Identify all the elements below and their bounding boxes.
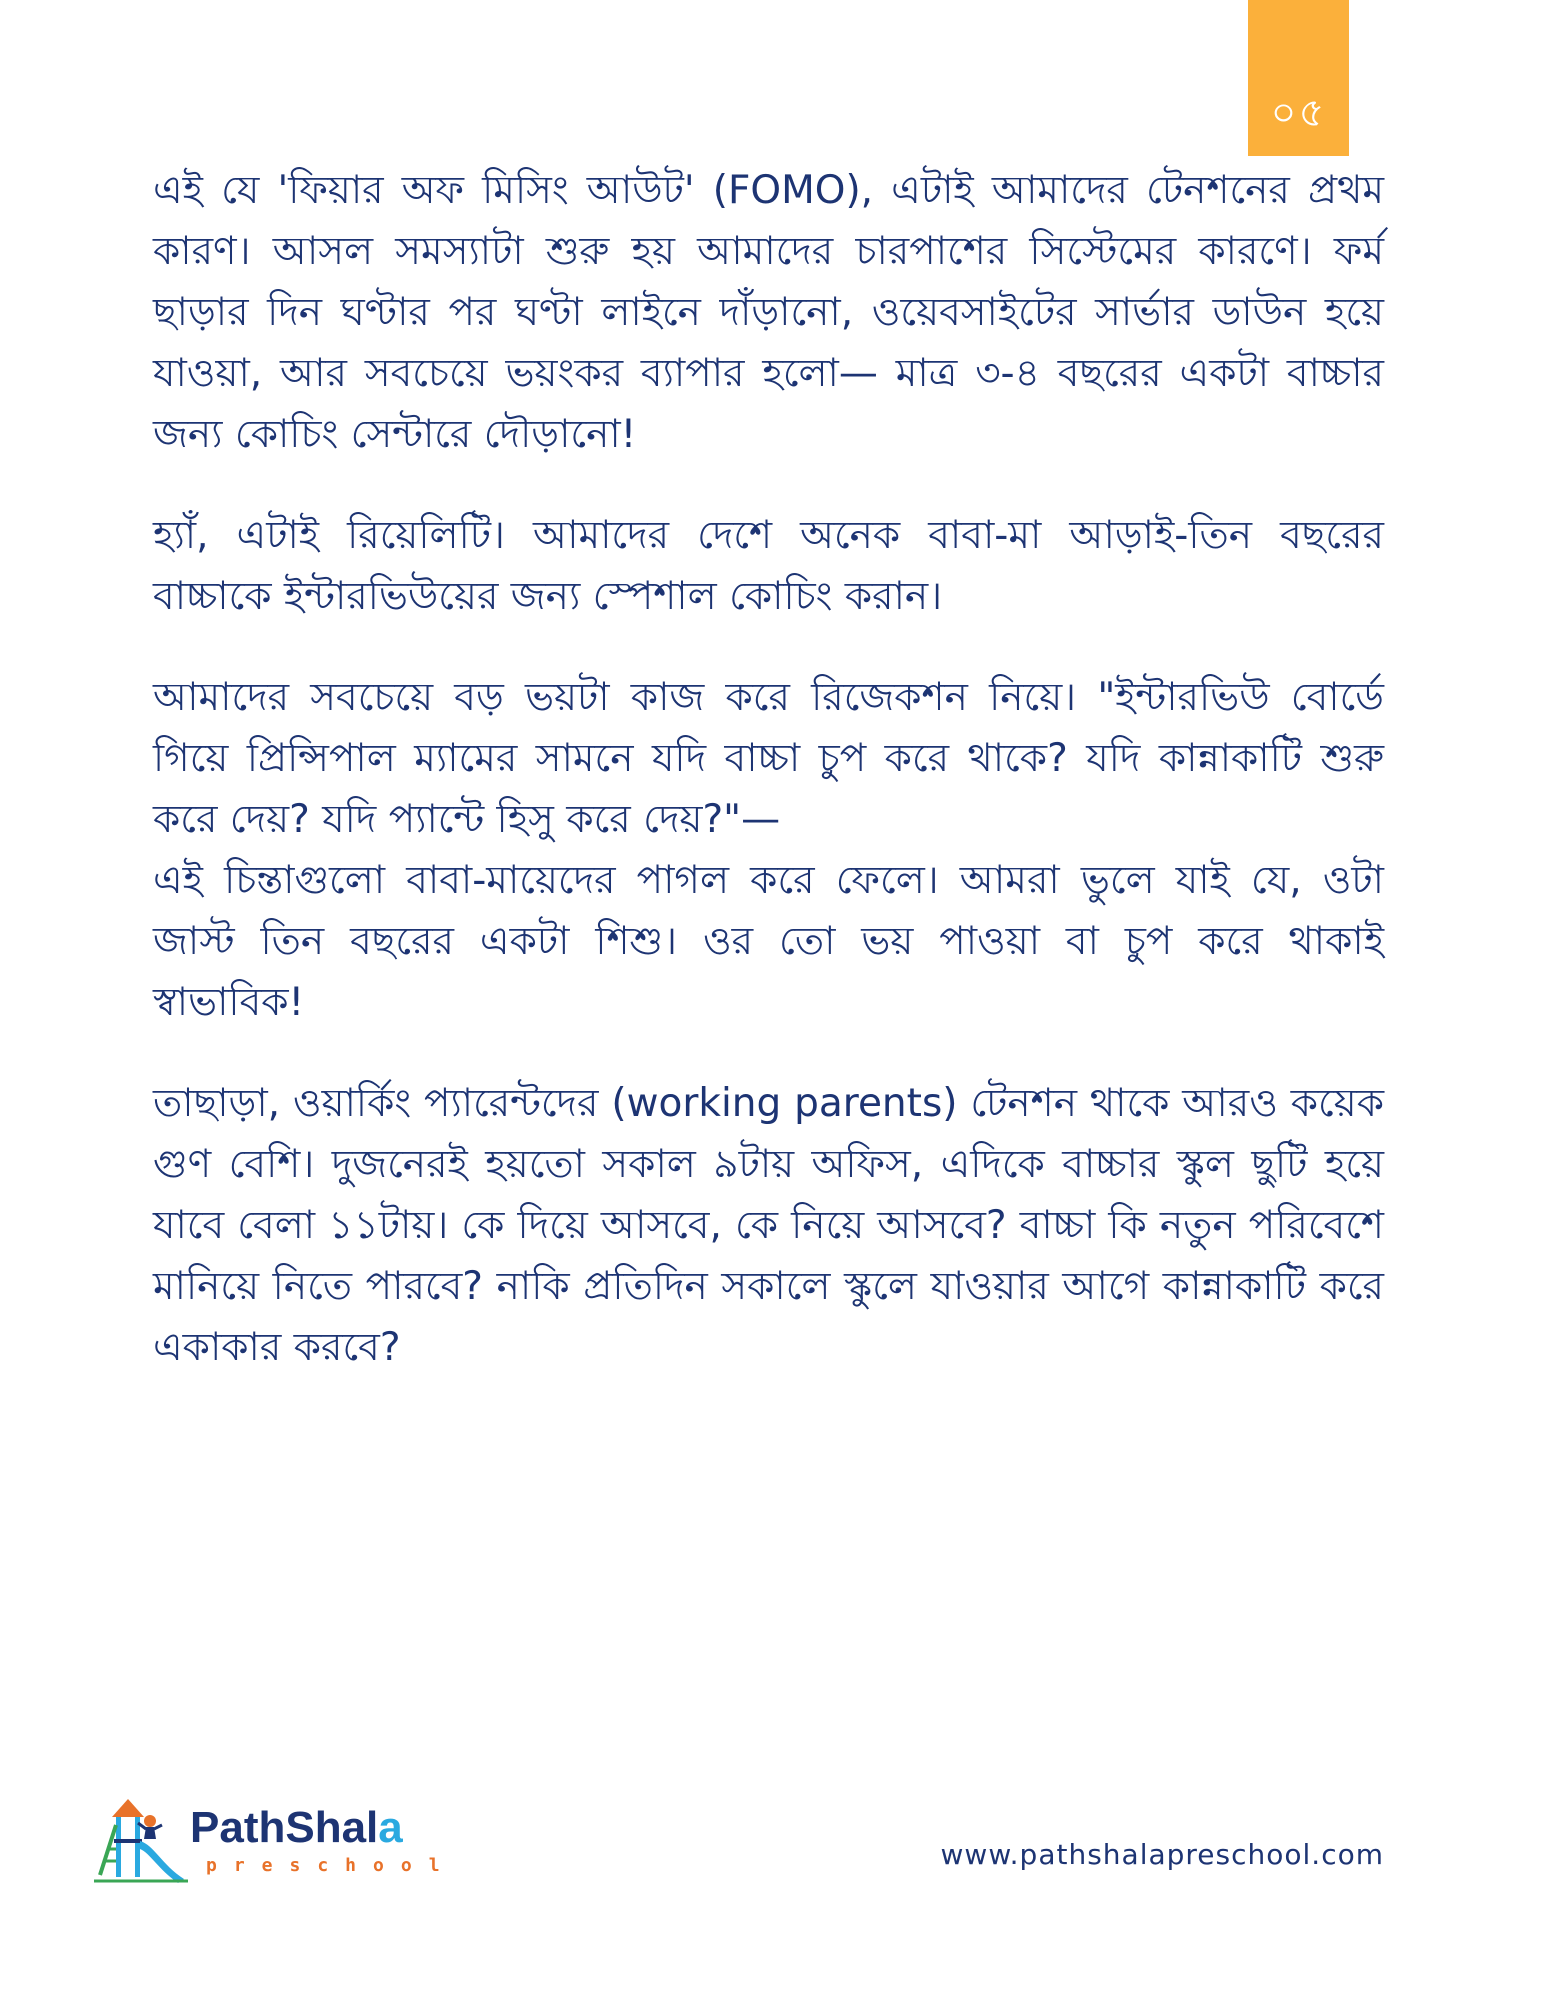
website-url[interactable]: www.pathshalapreschool.com (940, 1838, 1384, 1871)
brand-name-path: Path (190, 1803, 286, 1852)
body-text (153, 160, 1384, 1418)
paragraph-working-parents: তাছাড়া, ওয়ার্কিং প্যারেন্টদের (working parents) টেনশন থাকে আরও কয়েক গুণ বেশি। দুজনেরই হয়তো সকাল ৯টায় অফিস, এদিকে বাচ্চার স্কুল ছুটি হয়ে যাবে বেলা ১১টায়। কে দিয়ে আসবে, কে নিয়ে আসবে? বাচ্চা কি নতুন পরিবেশে মানিয়ে নিতে পারবে? নাকি প্রতিদিন সকালে স্কুলে যাওয়ার আগে কান্নাকাটি করে একাকার করবে? (153, 1081, 1384, 1370)
brand-tagline: preschool (206, 1855, 457, 1876)
page-number-badge (1248, 0, 1349, 156)
brand-name-a: a (378, 1803, 403, 1852)
page-number: ০৫ (1270, 90, 1327, 136)
paragraph-reality: হ্যাঁ, এটাই রিয়েলিটি। আমাদের দেশে অনেক বাবা-মা আড়াই-তিন বছরের বাচ্চাকে ইন্টারভিউয়ের জন্য স্পেশাল কোচিং করান। (153, 513, 1384, 619)
brand-name (190, 1803, 403, 1853)
brand-name-shal: Shal (285, 1803, 379, 1852)
paragraph-fomo: এই যে 'ফিয়ার অফ মিসিং আউট' (FOMO), এটাই আমাদের টেনশনের প্রথম কারণ। আসল সমস্যাটা শুরু হয় আমাদের চারপাশের সিস্টেমের কারণে। ফর্ম ছাড়ার দিন ঘণ্টার পর ঘণ্টা লাইনে দাঁড়ানো, ওয়েবসাইটের সার্ভার ডাউন হয়ে যাওয়া, আর সবচেয়ে ভয়ংকর ব্যাপার হলো— মাত্র ৩-৪ বছরের একটা বাচ্চার জন্য কোচিং সেন্টারে দৌড়ানো! (153, 168, 1384, 457)
paragraph-rejection-fear: আমাদের সবচেয়ে বড় ভয়টা কাজ করে রিজেকশন নিয়ে। "ইন্টারভিউ বোর্ডে গিয়ে প্রিন্সিপাল ম্যামের সামনে যদি বাচ্চা চুপ করে থাকে? যদি কান্নাকাটি শুরু করে দেয়? যদি প্যান্টে হিসু করে দেয়?"— (153, 675, 1384, 842)
playground-slide-logo-icon (92, 1795, 192, 1885)
brand-logo (92, 1795, 462, 1885)
paragraph-worries: এই চিন্তাগুলো বাবা-মায়েদের পাগল করে ফেলে। আমরা ভুলে যাই যে, ওটা জাস্ট তিন বছরের একটা শিশু। ওর তো ভয় পাওয়া বা চুপ করে থাকাই স্বাভাবিক! (153, 858, 1384, 1025)
